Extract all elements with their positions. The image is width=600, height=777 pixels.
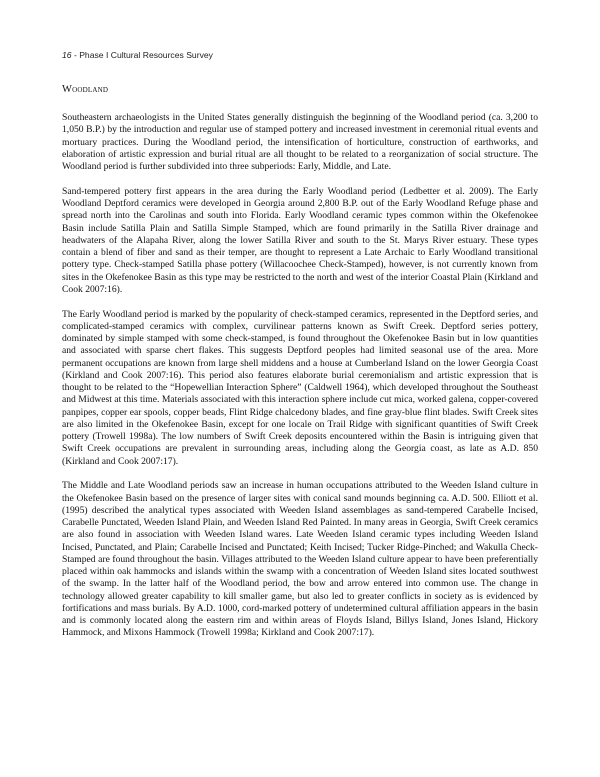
paragraph-woodland-intro: Southeastern archaeologists in the United States generally distinguish the beginning of the Woodland period (ca. 3,200 to 1,050 B.P.) by the introduction and regular use of stamped pottery and increased investment in ceremonial ritual events and mortuary practices. During the Woodland period, the intensification of horticulture, construction of earthworks, and elaboration of artistic expression and burial ritual are all thought to be related to a reorganization of social structure. The Woodland period is further subdivided into three subperiods: Early, Middle, and Late. bbox=[62, 112, 538, 172]
section-heading: Woodland bbox=[62, 84, 109, 95]
report-title: Phase I Cultural Resources Survey bbox=[79, 50, 213, 60]
body-text bbox=[62, 112, 538, 652]
header-separator: - bbox=[71, 50, 80, 60]
running-header bbox=[62, 50, 213, 60]
page-number: 16 bbox=[62, 50, 72, 60]
paragraph-early-woodland: The Early Woodland period is marked by the popularity of check-stamped ceramics, represented in the Deptford series, and complicated-stamped ceramics with complex, curvilinear patterns known as Swift Creek. Deptford series pottery, dominated by simple stamped with some check-stamped, is found throughout the Okefenokee Basin but in low quantities and associated with sparse chert flakes. This suggests Deptford peoples had limited seasonal use of the area. More permanent occupations are known from large shell middens and a house at Cumberland Island on the lower Georgia Coast (Kirkland and Cook 2007:16). This period also features elaborate burial ceremonialism and artistic expression that is thought to be related to the “Hopewellian Interaction Sphere” (Caldwell 1964), which developed throughout the Southeast and Midwest at this time. Materials associated with this interaction sphere include cut mica, worked galena, copper-covered panpipes, copper ear spools, copper beads, Flint Ridge chalcedony blades, and fine gray-blue flint blades. Swift Creek sites are also limited in the Okefenokee Basin, except for one locale on Trail Ridge with significant quantities of Swift Creek pottery (Trowell 1998a). The low numbers of Swift Creek deposits encountered within the Basin is intriguing given that Swift Creek occupations are prevalent in surrounding areas, including along the Georgia coast, as late as A.D. 850 (Kirkland and Cook 2007:17). bbox=[62, 308, 538, 467]
paragraph-sand-tempered-pottery: Sand-tempered pottery first appears in the area during the Early Woodland period (Ledbetter et al. 2009). The Early Woodland Deptford ceramics were developed in Georgia around 2,800 B.P. out of the Early Woodland Refuge phase and spread north into the Carolinas and south into Florida. Early Woodland ceramic types common within the Okefenokee Basin include Satilla Plain and Satilla Simple Stamped, which are found primarily in the Satilla River drainage and headwaters of the Alapaha River, along the lower Satilla River and south to the St. Marys River estuary. These types contain a blend of fiber and sand as their temper, are thought to represent a Late Archaic to Early Woodland transitional pottery type. Check-stamped Satilla phase pottery (Willacoochee Check-Stamped), however, is not currently known from sites in the Okefenokee Basin as this type may be restricted to the north and west of the interior Coastal Plain (Kirkland and Cook 2007:16). bbox=[62, 185, 538, 295]
paragraph-middle-late-woodland: The Middle and Late Woodland periods saw an increase in human occupations attributed to the Weeden Island culture in the Okefenokee Basin based on the presence of larger sites with conical sand mounds beginning ca. A.D. 500. Elliott et al. (1995) described the analytical types associated with Weeden Island assemblages as sand-tempered Carabelle Incised, Carabelle Punctated, Weeden Island Plain, and Weeden Island Red Painted. In many areas in Georgia, Swift Creek ceramics are also found in association with Weeden Island wares. Late Weeden Island ceramic types including Weeden Island Incised, Punctated, and Plain; Carabelle Incised and Punctated; Keith Incised; Tucker Ridge-Pinched; and Wakulla Check-Stamped are found throughout the basin. Villages attributed to the Weeden Island culture appear to have been preferentially placed within oak hammocks and islands within the swamp with a concentration of Weeden Island sites located southwest of the swamp. In the latter half of the Woodland period, the bow and arrow entered into common use. The change in technology allowed greater capability to kill smaller game, but also led to greater conflicts in society as is evidenced by fortifications and mass burials. By A.D. 1000, cord-marked pottery of undetermined cultural affiliation appears in the basin and is commonly located along the eastern rim and within areas of Floyds Island, Billys Island, Jones Island, Hickory Hammock, and Mixons Hammock (Trowell 1998a; Kirkland and Cook 2007:17). bbox=[62, 480, 538, 639]
